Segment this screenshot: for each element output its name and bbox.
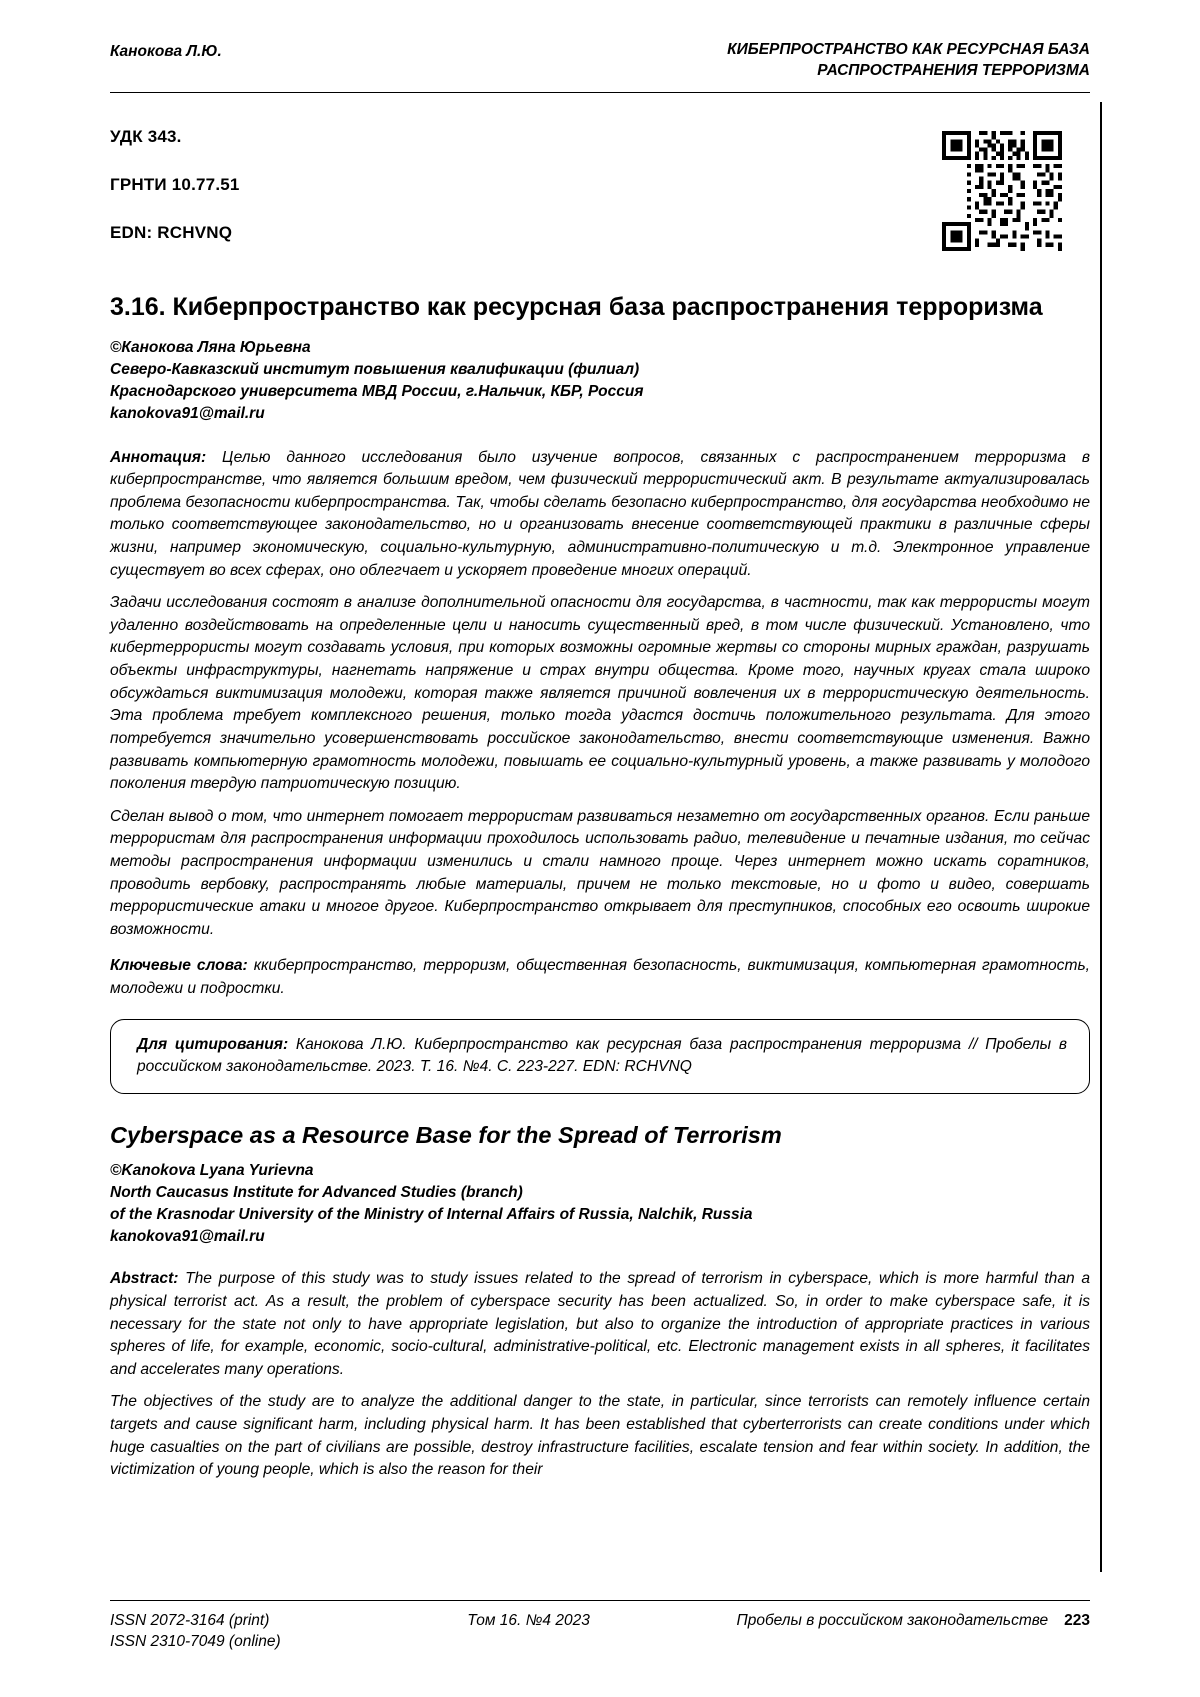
abstract-ru-text-1: Целью данного исследования было изучение вопросов, связанных с распространением терроризма в киберпространстве, что является большим вредом, чем физический террористический акт. В результате актуализировалась проблема безопасности киберпространства. Так, чтобы сделать безопасно киберпространство, для государства необходимо не только соответствующее законодательство, но и организовать внесение соответствующей практики в различные сферы жизни, например экономическую, социально-культурную, административно-политическую и т.д. Электронное управление существует во всех сферах, оно облегчает и ускоряет проведение многих операций. [110, 448, 1090, 579]
citation-text-block [137, 1034, 1067, 1079]
article-title-en: Cyberspace as a Resource Base for the Spread of Terrorism [110, 1121, 782, 1148]
running-head-author: Канокова Л.Ю. [110, 43, 222, 60]
grnti-code: ГРНТИ 10.77.51 [110, 174, 240, 194]
author-email-ru: kanokova91@mail.ru [110, 404, 265, 422]
issn-block [110, 1610, 281, 1653]
metadata-codes [110, 127, 240, 271]
journal-name: Пробелы в российском законодательстве [736, 1611, 1049, 1629]
running-head-title [727, 40, 1090, 82]
running-head-title-line1: КИБЕРПРОСТРАНСТВО КАК РЕСУРСНАЯ БАЗА [727, 41, 1090, 58]
keywords-ru [110, 955, 1090, 1000]
author-email-en: kanokova91@mail.ru [110, 1228, 265, 1246]
abstract-ru-paragraph-1 [110, 447, 1090, 583]
author-name-ru: ©Канокова Ляна Юрьевна [110, 338, 311, 356]
abstract-ru-paragraph-3: Сделан вывод о том, что интернет помогает террористам развиваться незаметно от государственных органов. Если раньше террористам для распространения информации проходилось использовать радио, телевидение и печатные издания, то сейчас методы распространения информации изменились и стали намного проще. Через интернет можно искать соратников, проводить вербовку, распространять любые материалы, причем не только текстовые, но и фото и видео, совершать террористические атаки и многое другое. Киберпространство открывает для преступников, способных его освоить широкие возможности. [110, 807, 1090, 938]
keywords-ru-text: ккиберпространство, терроризм, общественная безопасность, виктимизация, компьютерная грамотность, молодежи и подростки. [110, 957, 1090, 997]
article-title-ru: 3.16. Киберпространство как ресурсная база распространения терроризма [110, 292, 1043, 321]
affiliation-en-line1: North Caucasus Institute for Advanced Studies (branch) [110, 1184, 523, 1202]
edn-code: EDN: RCHVNQ [110, 222, 233, 242]
abstract-label-en: Abstract: [110, 1270, 179, 1288]
issn-print: ISSN 2072-3164 (print) [110, 1611, 270, 1629]
authors-block-ru [110, 337, 1090, 425]
authors-block-en [110, 1160, 1090, 1248]
citation-text: Канокова Л.Ю. Киберпространство как ресурсная база распространения терроризма // Пробелы в российском законодательстве. 2023. Т. 16. №4. С. 223-227. EDN: RCHVNQ [137, 1035, 1067, 1076]
page-number: 223 [1064, 1611, 1090, 1629]
qr-code-icon [942, 131, 1062, 251]
running-head [110, 40, 1090, 82]
abstract-ru-paragraph-2: Задачи исследования состоят в анализе дополнительной опасности для государства, в частности, так как террористы могут удаленно воздействовать на определенные цели и наносить существенный вред, в том числе физический. Установлено, что кибертеррористы могут создавать условия, при которых возможны огромные жертвы со стороны мирных граждан, разрушать объекты инфраструктуры, нагнетать напряжение и страх внутри общества. Кроме того, научных кругах стала широко обсуждаться виктимизация молодежи, которая также является причиной вовлечения их в террористическую деятельность. Эта проблема требует комплексного решения, только тогда удастся достичь положительного результата. Для этого потребуется значительно усовершенствовать российское законодательство, внести соответствующие изменения. Важно развивать компьютерную грамотность молодежи, повышать ее социально-культурный уровень, а также развивать у молодого поколения твердую патриотическую позицию. [110, 594, 1090, 793]
abstract-en-text-1: The purpose of this study was to study issues related to the spread of terrorism in cyberspace, which is more harmful than a physical terrorist act. As a result, the problem of cyberspace security has been actualized. So, in order to make cyberspace safe, it is necessary for the state not only to have appropriate legislation, but also to organize the introduction of appropriate practices in various spheres of life, for example, economic, socio-cultural, administrative-political, etc. Electronic management exists in all spheres, it facilitates and accelerates many operations. [110, 1270, 1090, 1378]
abstract-en-paragraph-1 [110, 1268, 1090, 1381]
right-margin-rule [1100, 102, 1102, 1572]
affiliation-ru-line2: Краснодарского университета МВД России, г.Нальчик, КБР, Россия [110, 382, 644, 400]
metadata-row [110, 127, 1090, 271]
author-name-en: ©Kanokova Lyana Yurievna [110, 1162, 314, 1180]
keywords-label-ru: Ключевые слова: [110, 957, 248, 975]
running-head-title-line2: РАСПРОСТРАНЕНИЯ ТЕРРОРИЗМА [817, 61, 1090, 79]
footer-divider [110, 1600, 1090, 1601]
citation-label: Для цитирования: [137, 1035, 289, 1053]
issn-online: ISSN 2310-7049 (online) [110, 1633, 281, 1651]
volume-info: Том 16. №4 2023 [467, 1611, 590, 1629]
abstract-en-paragraph-2: The objectives of the study are to analyze the additional danger to the state, in particular, since terrorists can remotely influence certain targets and cause significant harm, including physical harm. It has been established that cyberterrorists can create conditions under which huge casualties on the part of civilians are possible, destroy infrastructure facilities, escalate tension and fear within society. In addition, the victimization of young people, which is also the reason for their [110, 1393, 1090, 1479]
footer-right [736, 1610, 1090, 1632]
page-footer [110, 1610, 1090, 1653]
header-divider [110, 92, 1090, 93]
udk-code: УДК 343. [110, 126, 182, 146]
affiliation-ru-line1: Северо-Кавказский институт повышения квалификации (филиал) [110, 360, 640, 378]
affiliation-en-line2: of the Krasnodar University of the Ministry of Internal Affairs of Russia, Nalchik, Russia [110, 1206, 753, 1224]
abstract-label-ru: Аннотация: [110, 448, 207, 466]
citation-box [110, 1019, 1090, 1094]
